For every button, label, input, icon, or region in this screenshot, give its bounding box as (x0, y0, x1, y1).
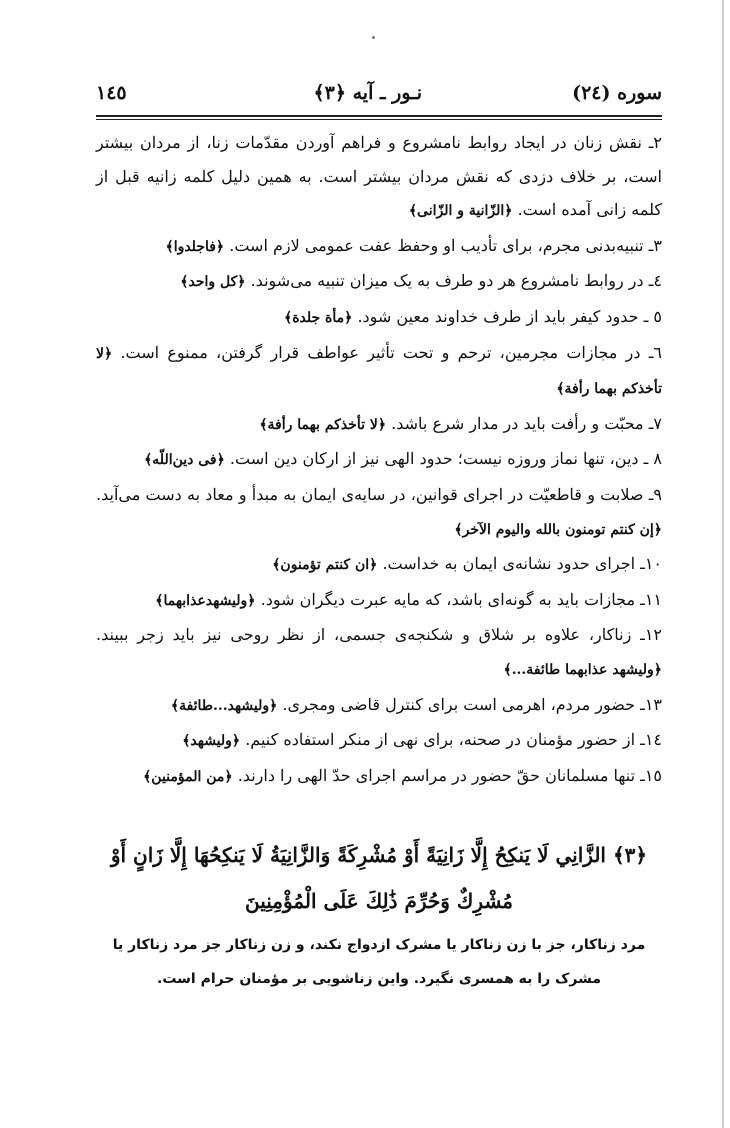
lesson-quote: ﴿ولیشهد...طائفة﴾ (170, 697, 278, 714)
lesson-text: ٣ـ تنبیه‌بدنی مجرم، برای تأدیب او وحفظ عفت عمومی لازم است. (229, 235, 662, 255)
lesson-text: ١٥ـ تنها مسلمانان حقّ حضور در مراسم اجرای حدّ الهی را دارند. (237, 765, 662, 785)
lesson-item (96, 688, 662, 724)
lesson-item (96, 264, 662, 300)
lesson-item (96, 442, 662, 478)
quran-verse (96, 832, 662, 924)
lesson-text: ٩ـ صلابت و قاطعیّت در اجرای قوانین، در سایه‌ی ایمان به مبدأ و معاد به دست می‌آید. (96, 484, 662, 504)
lessons-list (96, 126, 662, 794)
lesson-text: ٥ ـ حدود کیفر باید از طرف خداوند معین شود. (357, 306, 662, 326)
lesson-quote: ﴿ان کنتم تؤمنون﴾ (272, 557, 378, 574)
lesson-text: ٨ ـ دین، تنها نماز وروزه نیست؛ حدود الهی نیز از ارکان دین است. (229, 449, 662, 469)
lesson-item (96, 547, 662, 583)
page-mark (372, 36, 375, 39)
header-rule-thick (96, 115, 662, 117)
lesson-quote: ﴿من المؤمنین﴾ (143, 768, 233, 785)
lesson-text: ١٣ـ حضور مردم، اهرمی است برای کنترل قاضی ومجری. (282, 694, 662, 714)
lesson-item (96, 478, 662, 547)
lesson-text: ١٢ـ زناکار، علاوه بر شلاق و شکنجه‌ی جسمی، از نظر روحی نیز باید زجر ببیند. (96, 625, 662, 645)
scan-edge (722, 0, 724, 1128)
lesson-quote: ﴿کل واحد﴾ (180, 274, 246, 291)
lesson-quote: ﴿فی دین‌اللّه﴾ (144, 452, 225, 469)
lesson-quote: ﴿لا تأخذکم بهما رأفة﴾ (96, 345, 662, 398)
lesson-text: ٦ـ در مجازات مجرمین، ترحم و تحت تأثیر عواطف قرار گرفتن، ممنوع است. (120, 342, 662, 362)
lesson-item (96, 300, 662, 336)
lesson-text: ١٠ـ اجرای حدود نشانه‌ی ایمان به خداست. (382, 554, 662, 574)
lesson-item (96, 126, 662, 229)
lesson-text: ٧ـ محبّت و رأفت باید در مدار شرع باشد. (391, 413, 662, 433)
lesson-text: ١٤ـ از حضور مؤمنان در صحنه، برای نهی از منکر استفاده کنیم. (245, 730, 662, 750)
lesson-item (96, 759, 662, 795)
lesson-item (96, 583, 662, 619)
page-header (96, 82, 662, 116)
lesson-item (96, 723, 662, 759)
page-number: ١٤٥ (96, 82, 127, 104)
verse-translation: مرد زناکار، جز با زن زناکار یا مشرک ازدواج نکند، و زن زناکار جز مرد زناکار یا مشرک را به همسری نگیرد. واین زناشویی بر مؤمنان حرام است. (112, 937, 646, 987)
lesson-item (96, 618, 662, 687)
lesson-item (96, 336, 662, 407)
verse-number: ﴿٣﴾ (612, 843, 648, 867)
verse-text: الزَّانِي لَا يَنكِحُ إِلَّا زَانِيَةً أَوْ مُشْرِكَةً وَالزَّانِيَةُ لَا يَنكِحُهَا إِلَّا زَانٍ أَوْ مُشْرِكٌ وَحُرِّمَ ذَٰلِكَ عَلَى الْمُؤْمِنِينَ (110, 843, 606, 913)
lesson-quote: ﴿الزّانیة و الزّانی﴾ (408, 203, 513, 220)
lesson-text: ٢ـ نقش زنان در ایجاد روابط نامشروع و فراهم آوردن مقدّمات زنا، از مردان بیشتر است، بر خلاف دزدی که نقش مردان بیشتر است. به همین دلیل کلمه زانیه قبل از کلمه زانی آمده است. (96, 133, 662, 220)
lesson-quote: ﴿مأة جلدة﴾ (283, 309, 353, 326)
lesson-quote: ﴿فاجلدوا﴾ (165, 238, 225, 255)
lesson-quote: ﴿ولیشهدعذابهما﴾ (155, 592, 256, 609)
lesson-text: ١١ـ مجازات باید به گونه‌ای باشد، که مایه عبرت دیگران شود. (260, 589, 662, 609)
lesson-item (96, 407, 662, 443)
lesson-quote: ﴿إن کنتم تومنون بالله والیوم الآخر﴾ (454, 521, 662, 538)
lesson-item (96, 229, 662, 265)
lesson-quote: ﴿لا تأخذکم بهما رأفة﴾ (259, 416, 387, 433)
lesson-text: ٤ـ در روابط نامشروع هر دو طرف به یک میزان تنبیه می‌شوند. (250, 271, 662, 291)
surah-label: سوره (٢٤) (572, 82, 662, 104)
lesson-quote: ﴿ولیشهد عذابهما طائفة...﴾ (503, 661, 662, 678)
running-title: نـور ـ آیه ﴿٣﴾ (313, 82, 422, 104)
header-rule-thin (96, 119, 662, 120)
lesson-quote: ﴿ولیشهد﴾ (182, 733, 241, 750)
